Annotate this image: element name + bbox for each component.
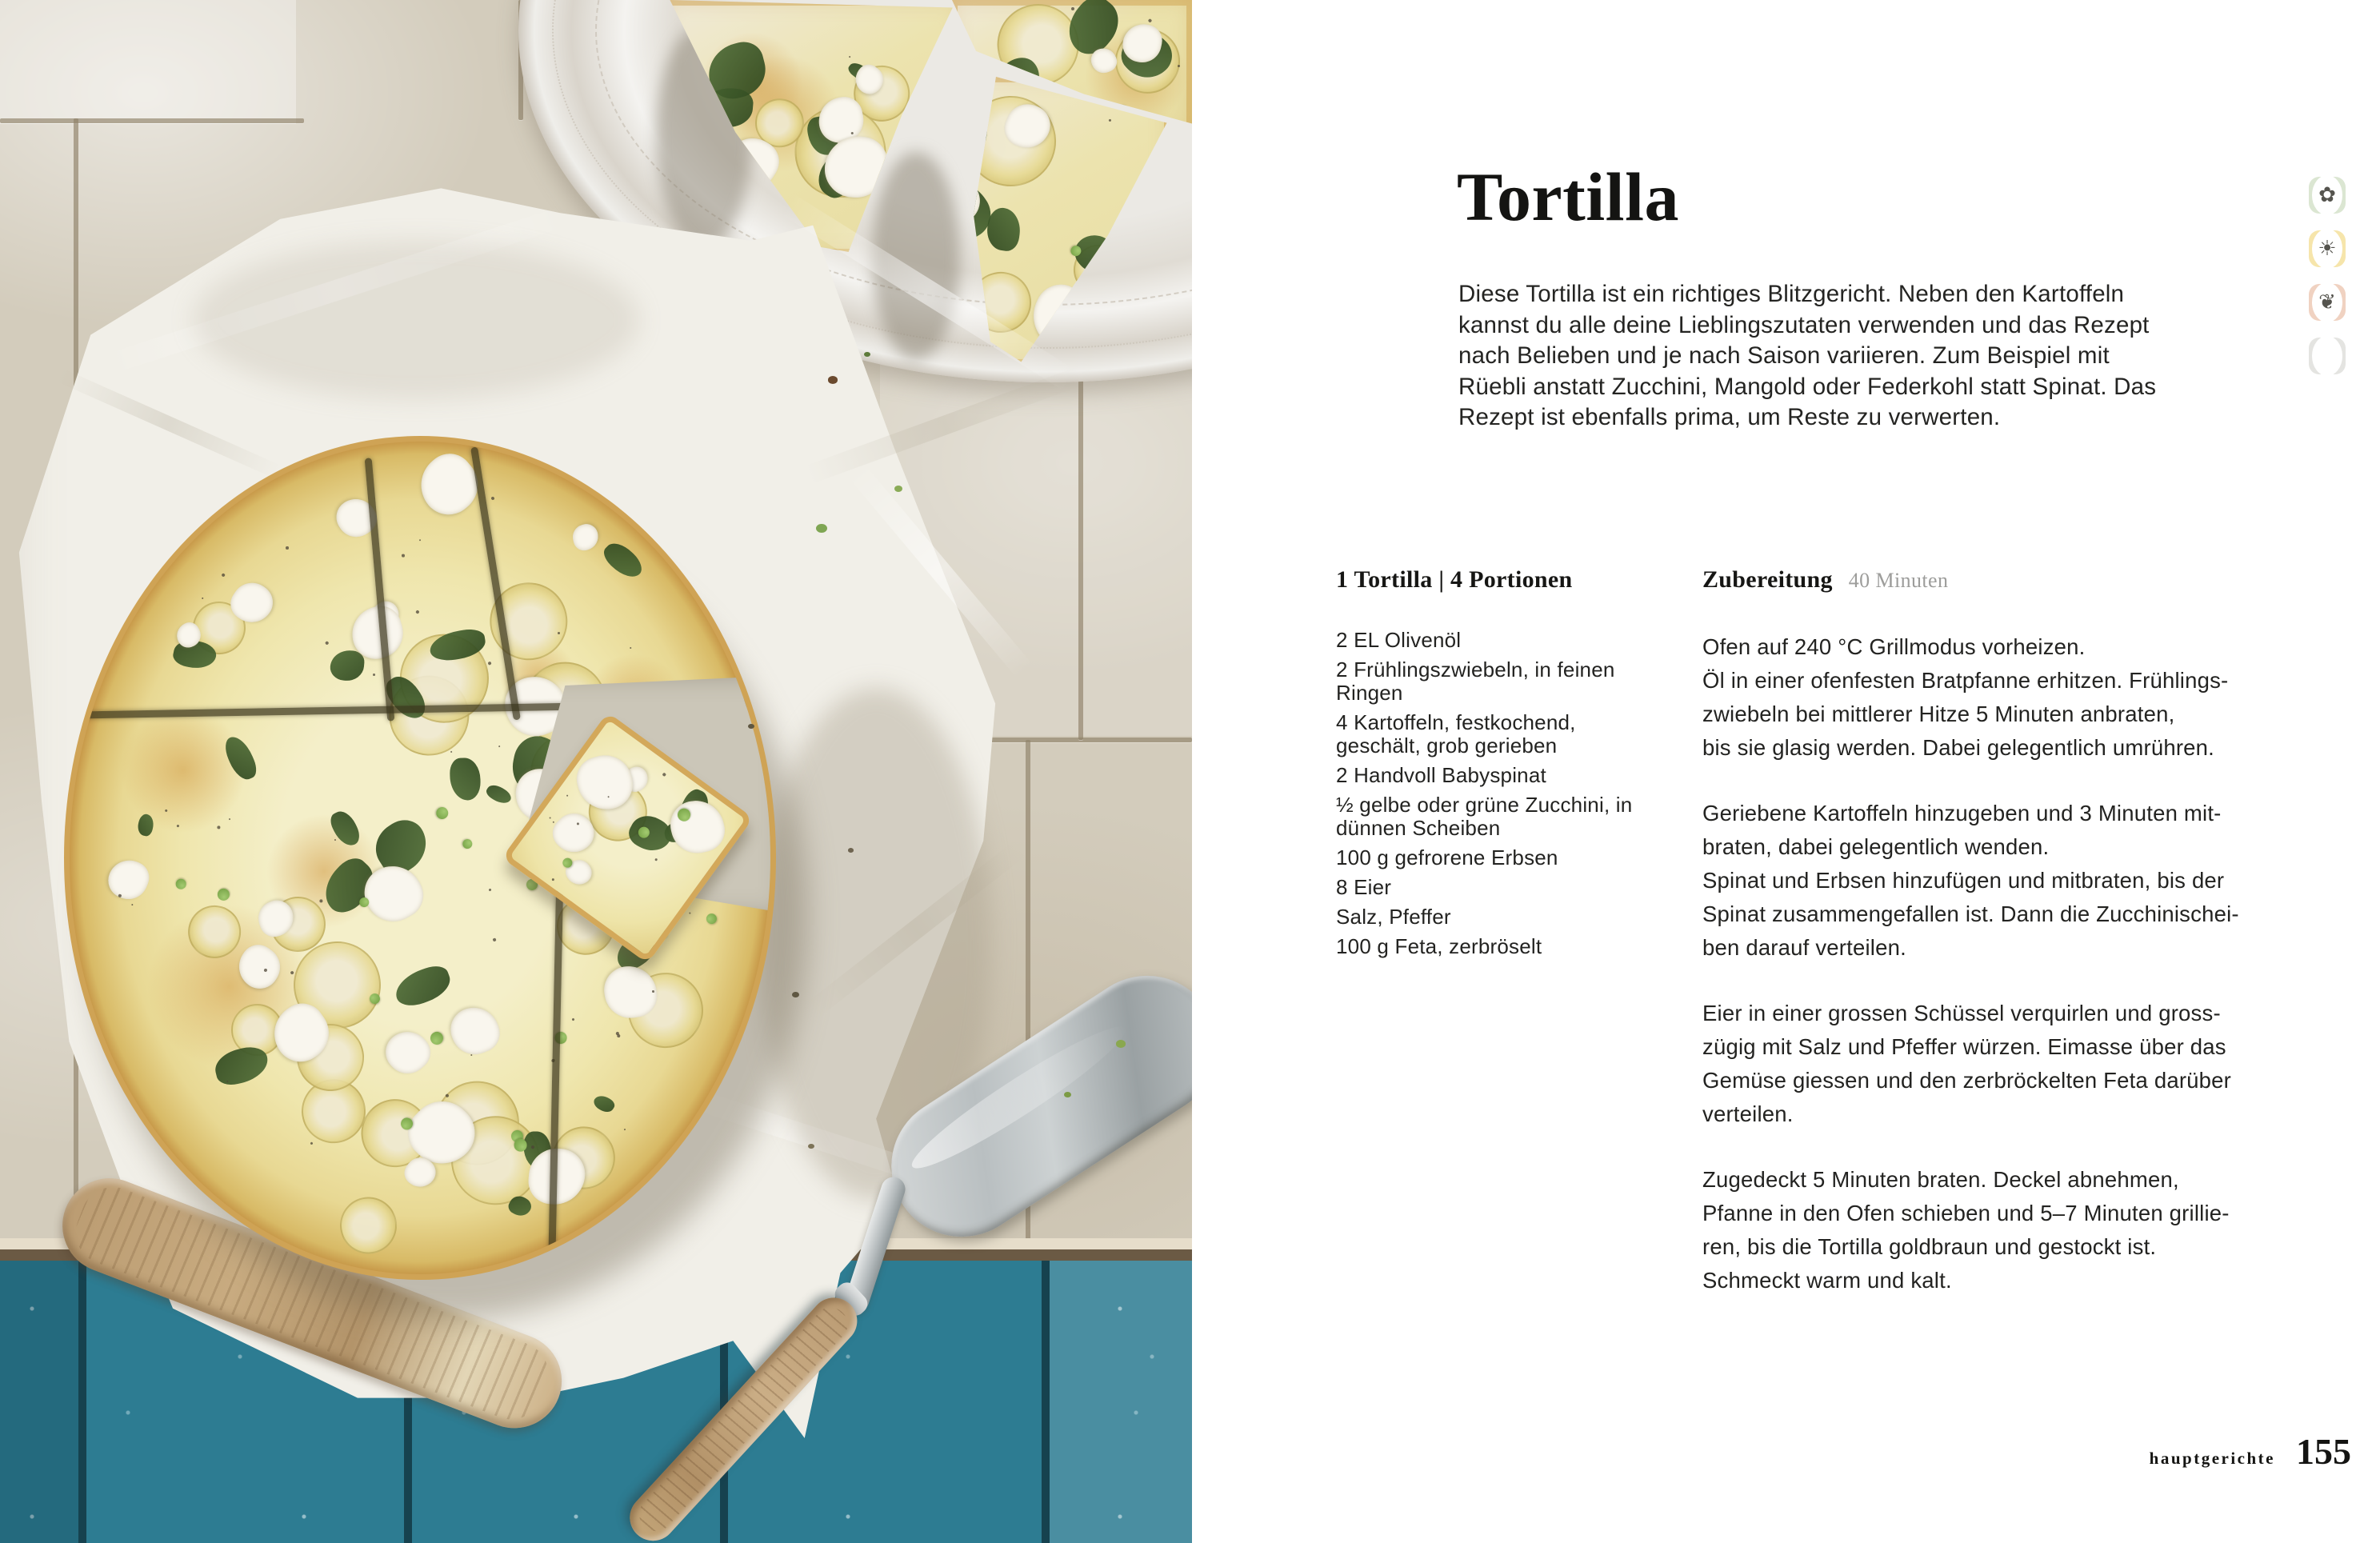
food-speckle: [334, 1191, 402, 1259]
food-speckle: [217, 825, 220, 829]
text-line: zwiebeln bei mittlerer Hitze 5 Minuten anbraten,: [1702, 702, 2175, 726]
spring-flower-icon: ✿: [2318, 183, 2336, 207]
food-speckle: [652, 990, 654, 993]
text-line: braten, dabei gelegentlich wenden.: [1702, 834, 2050, 859]
page-footer: [2150, 1430, 2351, 1473]
text-line: ben darauf verteilen.: [1702, 935, 1906, 960]
food-speckle: [176, 824, 179, 827]
food-speckle: [450, 758, 481, 801]
food-speckle: [498, 745, 500, 747]
ingredients-column: [1336, 566, 1680, 965]
list-item: 2 Handvoll Babyspinat: [1336, 763, 1546, 787]
teal-tile: [0, 1261, 80, 1543]
food-speckle: [130, 904, 133, 906]
food-speckle: [373, 674, 375, 676]
food-speckle: [390, 961, 454, 1011]
food-speckle: [654, 858, 658, 861]
paper-shadow: [192, 240, 640, 400]
food-speckle: [378, 1022, 438, 1082]
crumb: [894, 486, 902, 492]
food-speckle: [221, 573, 226, 578]
food-speckle: [849, 56, 851, 58]
food-speckle: [445, 1000, 506, 1061]
list-item: 2 Frühlingszwiebeln, in feinen Ringen: [1336, 658, 1615, 705]
footer-section-label: hauptgerichte: [2149, 1449, 2275, 1468]
food-speckle: [570, 522, 601, 554]
preparation-column: [1702, 566, 2342, 1329]
text-line: Ofen auf 240 °C Grillmodus vorheizen.: [1702, 634, 2086, 659]
food-speckle: [402, 554, 405, 558]
text-line: verteilen.: [1702, 1101, 1794, 1126]
summer-sun-icon: [2309, 230, 2346, 267]
food-speckle: [1071, 7, 1075, 11]
list-item: [1702, 1163, 2342, 1297]
text-line: Öl in einer ofenfesten Bratpfanne erhitzen. Frühlings-: [1702, 668, 2229, 693]
list-item: [1702, 997, 2342, 1131]
food-speckle: [461, 837, 473, 849]
tile-whitewash: [0, 0, 296, 124]
food-speckle: [318, 899, 322, 903]
text-line: Spinat und Erbsen hinzufügen und mitbraten, bis der: [1702, 868, 2225, 893]
list-item: Rüebli anstatt Zucchini, Mangold oder Federkohl statt Spinat. Das: [1458, 373, 2157, 400]
food-speckle: [103, 854, 154, 905]
food-speckle: [215, 886, 232, 903]
text-line: Spinat zusammengefallen ist. Dann die Zucchinischei-: [1702, 901, 2239, 926]
food-speckle: [592, 1093, 618, 1116]
preparation-steps: [1702, 630, 2342, 1297]
intro-paragraph: [1458, 279, 2156, 434]
text-line: Zugedeckt 5 Minuten braten. Deckel abnehmen,: [1702, 1167, 2179, 1192]
text-line: Eier in einer grossen Schüssel verquirlen und gross-: [1702, 1001, 2221, 1025]
food-speckle: [488, 662, 493, 666]
autumn-leaf-icon: [2309, 284, 2346, 321]
food-speckle: [485, 781, 514, 807]
text-line: Pfanne in den Ofen schieben und 5–7 Minuten grillie-: [1702, 1201, 2230, 1225]
crumb: [848, 848, 854, 853]
list-item: 100 g Feta, zerbröselt: [1336, 934, 1542, 958]
teal-grout: [1042, 1261, 1050, 1543]
list-item: [1702, 797, 2342, 965]
text-line: zügig mit Salz und Pfeffer würzen. Eimasse über das: [1702, 1034, 2226, 1059]
food-speckle: [552, 821, 554, 823]
food-speckle: [286, 546, 289, 550]
food-speckle: [229, 817, 231, 820]
food-speckle: [617, 1034, 621, 1038]
autumn-leaf-icon: ❦: [2318, 290, 2336, 314]
food-speckle: [493, 938, 497, 942]
list-item: Diese Tortilla ist ein richtiges Blitzgericht. Neben den Kartoffeln: [1458, 281, 2125, 307]
list-item: 2 EL Olivenöl: [1336, 628, 1462, 652]
food-speckle: [310, 1141, 313, 1145]
crumb: [828, 376, 838, 384]
list-item: [1702, 630, 2342, 765]
ingredients-list: [1336, 629, 1680, 958]
food-speckle: [558, 632, 560, 634]
food-speckle: [552, 878, 555, 881]
list-item: kannst du alle deine Lieblingszutaten verwenden und das Rezept: [1458, 311, 2150, 338]
food-speckle: [576, 822, 579, 825]
food-speckle: [325, 641, 329, 645]
food-speckle: [662, 773, 666, 777]
list-item: Salz, Pfeffer: [1336, 905, 1451, 929]
food-speckle: [572, 1018, 575, 1021]
food-speckle: [488, 888, 491, 891]
food-speckle: [415, 610, 419, 614]
food-speckle: [599, 538, 646, 584]
food-speckle: [630, 647, 631, 649]
food-speckle: [334, 838, 336, 841]
winter-icon: [2309, 338, 2346, 374]
preparation-header: Zubereitung: [1702, 566, 1833, 593]
crumb: [1116, 1040, 1126, 1048]
grout-line: [0, 118, 304, 123]
summer-sun-icon: ☀: [2318, 237, 2337, 261]
food-speckle: [329, 649, 366, 682]
winter-icon: [2309, 338, 2346, 374]
food-speckle: [549, 817, 550, 819]
text-line: Schmeckt warm und kalt.: [1702, 1268, 1952, 1293]
list-item: 8 Eier: [1336, 875, 1392, 899]
food-speckle: [470, 1054, 473, 1057]
page-number: 155: [2296, 1431, 2351, 1472]
spring-flower-icon: [2309, 177, 2346, 214]
food-speckle: [202, 598, 204, 600]
list-item: nach Belieben und je nach Saison variieren. Zum Beispiel mit: [1458, 342, 2110, 370]
food-speckle: [435, 806, 448, 819]
teal-grout: [78, 1261, 86, 1543]
duration-label: 40 Minuten: [1848, 569, 1949, 592]
food-speckle: [623, 1129, 626, 1131]
page-title: Tortilla: [1457, 158, 1679, 235]
text-line: ren, bis die Tortilla goldbraun und gestockt ist.: [1702, 1234, 2157, 1259]
food-speckle: [566, 794, 568, 797]
teal-tile-light: [1044, 1261, 1192, 1543]
food-speckle: [704, 912, 719, 927]
text-line: Geriebene Kartoffeln hinzugeben und 3 Minuten mit-: [1702, 801, 2222, 825]
recipe-page: [1192, 0, 2380, 1543]
food-speckle: [419, 539, 421, 541]
text-line: bis sie glasig werden. Dabei gelegentlich umrühren.: [1702, 735, 2215, 760]
yield-header: 1 Tortilla | 4 Portionen: [1336, 566, 1573, 593]
list-item: Rezept ist ebenfalls prima, um Reste zu verwerten.: [1458, 404, 2001, 431]
food-speckle: [491, 496, 495, 500]
list-item: 100 g gefrorene Erbsen: [1336, 845, 1558, 869]
food-speckle: [450, 750, 452, 753]
text-line: Gemüse giessen und den zerbröckelten Feta darüber: [1702, 1068, 2232, 1093]
food-speckle: [666, 795, 729, 858]
season-icons: [2309, 177, 2346, 391]
food-speckle: [1109, 118, 1112, 122]
list-item: 4 Kartoffeln, festkochend, geschält, grob gerieben: [1336, 710, 1576, 758]
food-speckle: [428, 1029, 445, 1046]
list-item: ½ gelbe oder grüne Zucchini, in dünnen Scheiben: [1336, 793, 1633, 840]
food-speckle: [1148, 18, 1152, 22]
food-speckle: [689, 911, 691, 913]
food-speckle: [176, 879, 187, 890]
